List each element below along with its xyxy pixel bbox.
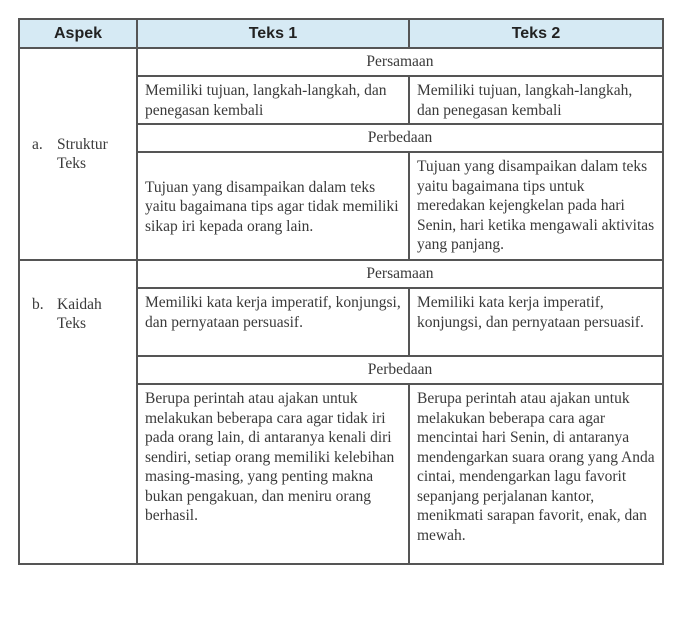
header-aspek: Aspek bbox=[19, 19, 137, 48]
subheader-persamaan: Persamaan bbox=[137, 48, 663, 76]
aspect-letter: b. bbox=[32, 296, 44, 313]
cell-kaidah-perbedaan-teks2: Berupa perintah atau ajakan untuk melakukan beberapa cara agar mencintai hari Senin, di antaranya mendengarkan suara orang yang Anda cintai, mendengarkan lagu favorit sepanjang perjalanan kantor, menikmati sarapan favorit, enak, dan mewah. bbox=[409, 384, 663, 564]
subheader-perbedaan: Perbedaan bbox=[137, 356, 663, 384]
table-header-row bbox=[19, 19, 663, 48]
table-row bbox=[19, 260, 663, 288]
subheader-persamaan: Persamaan bbox=[137, 260, 663, 288]
cell-struktur-persamaan-teks1: Memiliki tujuan, langkah-langkah, dan penegasan kembali bbox=[137, 76, 409, 124]
subheader-perbedaan: Perbedaan bbox=[137, 124, 663, 152]
table-row bbox=[19, 48, 663, 76]
cell-struktur-perbedaan-teks1: Tujuan yang disampaikan dalam teks yaitu bagaimana tips agar tidak memiliki sikap iri kepada orang lain. bbox=[137, 152, 409, 260]
header-teks-2: Teks 2 bbox=[409, 19, 663, 48]
aspect-label: Teks bbox=[57, 155, 87, 172]
aspect-label: Kaidah bbox=[57, 296, 102, 313]
cell-kaidah-persamaan-teks2: Memiliki kata kerja imperatif, konjungsi, dan pernyataan persuasif. bbox=[409, 288, 663, 356]
header-teks-1: Teks 1 bbox=[137, 19, 409, 48]
aspect-cell-kaidah-teks bbox=[19, 260, 137, 564]
cell-struktur-perbedaan-teks2: Tujuan yang disampaikan dalam teks yaitu bagaimana tips untuk meredakan kejengkelan pada hari Senin, hari ketika mengawali aktivitas yang panjang. bbox=[409, 152, 663, 260]
aspect-label: Teks bbox=[57, 315, 87, 332]
aspect-label: Struktur bbox=[57, 136, 108, 153]
cell-kaidah-perbedaan-teks1: Berupa perintah atau ajakan untuk melakukan beberapa cara agar tidak iri pada orang lain, di antaranya kenali diri sendiri, setiap orang memiliki kelebihan masing-masing, yang penting makna bukan pengakuan, dan meniru orang berhasil. bbox=[137, 384, 409, 564]
aspect-letter: a. bbox=[32, 136, 43, 153]
comparison-table bbox=[18, 18, 664, 565]
cell-struktur-persamaan-teks2: Memiliki tujuan, langkah-langkah, dan penegasan kembali bbox=[409, 76, 663, 124]
aspect-cell-struktur-teks bbox=[19, 48, 137, 260]
cell-kaidah-persamaan-teks1: Memiliki kata kerja imperatif, konjungsi, dan pernyataan persuasif. bbox=[137, 288, 409, 356]
